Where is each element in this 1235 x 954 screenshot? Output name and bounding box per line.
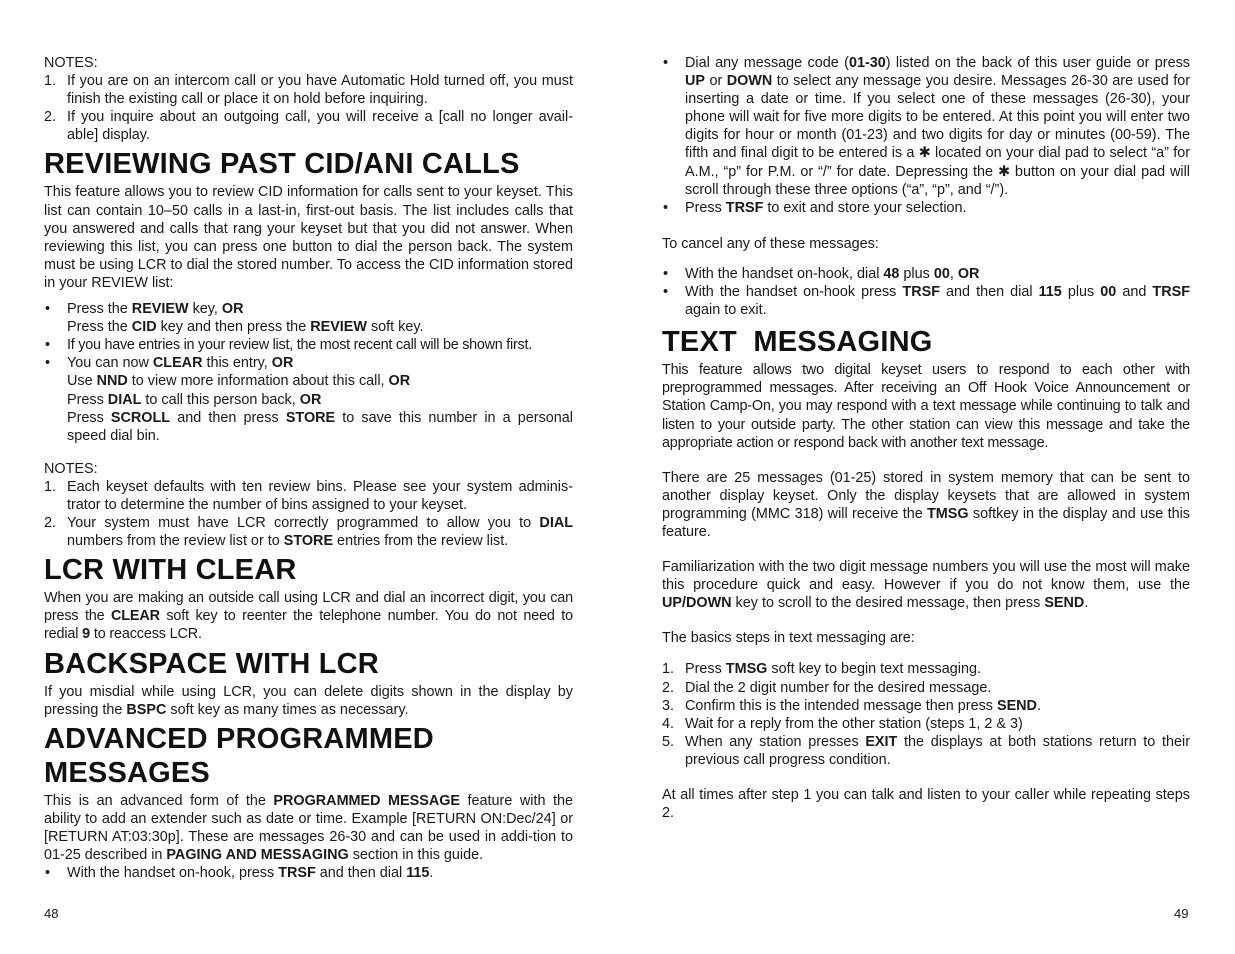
step-line: Press the REVIEW key, OR <box>67 301 244 318</box>
basics-paragraph: The basics steps in text messaging are: <box>662 630 915 647</box>
step-line: Press SCROLL and then press STORE to save this number in a personal speed dial bin. <box>67 409 574 444</box>
page-number: 49 <box>1174 906 1189 921</box>
note-text: Your system must have LCR correctly programmed to allow you to DIAL numbers from the review list or to STORE entries from the review list. <box>67 515 573 550</box>
notes-heading: NOTES: <box>44 55 98 71</box>
apm-steps-list-continued <box>662 54 1190 217</box>
section-heading-text-messaging: TEXT MESSAGING <box>662 326 933 359</box>
list-item: • Dial any message code (01-30) listed on the back of this user guide or press UP or DOWN to select any message you desire. Messages 26-30 are used for inserting a date or time. If you select one of these messages (26-30), your phone will wait for five more digits to be entered. At this point you will enter two digits for hour or month (01-23) and two digits for day or minutes (00-59). The fifth and final digit to be entered is a ✱ located on your dial pad to select “a” for A.M., “p” for P.M. or “/” for date. Depressing the ✱ button on your dial pad will scroll through these three options (“a”, “p”, and “/”). <box>663 55 1190 198</box>
note-item: 1. If you are on an intercom call or you have Automatic Hold turned off, you must finish the existing call or place it on hold before inquiring. <box>44 73 573 108</box>
final-paragraph: At all times after step 1 you can talk and listen to your caller while repeating steps 2. <box>662 787 1190 822</box>
step-line: Confirm this is the intended message then press SEND. <box>685 697 1041 714</box>
right-page <box>662 0 1190 954</box>
note-item: 1. Each keyset defaults with ten review bins. Please see your system adminis-trator to determine the number of bins assigned to your keyset. <box>44 478 573 513</box>
list-item: • With the handset on-hook, dial 48 plus 00, OR <box>663 265 980 282</box>
note-item: 2. Your system must have LCR correctly programmed to allow you to DIAL numbers from the review list or to STORE entries from the review list. <box>44 515 573 550</box>
left-page <box>44 0 573 954</box>
list-item: • If you have entries in your review list, the most recent call will be shown first. <box>45 337 532 354</box>
cancel-paragraph: To cancel any of these messages: <box>662 235 879 252</box>
apm-steps-list <box>44 864 573 882</box>
notes-list <box>44 478 573 550</box>
step-line: Press TMSG soft key to begin text messaging. <box>685 661 981 678</box>
text-messaging-paragraph: There are 25 messages (01-25) stored in system memory that can be sent to another display keyset. Only the display keysets that are allowed in system programming (MMC 318) will receive the TMSG softkey in the display and use this feature. <box>662 469 1190 540</box>
step-line: When any station presses EXIT the displays at both stations return to their previous call progress condition. <box>685 733 1190 768</box>
list-item: • Press the REVIEW key, OR Press the CID key and then press the REVIEW soft key. <box>44 300 573 336</box>
cancel-steps-list <box>662 265 1190 319</box>
apm-paragraph: This is an advanced form of the PROGRAMMED MESSAGE feature with the ability to add an extender such as date or time. Example [RETURN ON:Dec/24] or [RETURN AT:03:30p]. These are messages 26-30 and can be used in addi-tion to 01-25 described in PAGING AND MESSAGING section in this guide. <box>44 792 573 863</box>
list-item: 5. When any station presses EXIT the displays at both stations return to their previous call progress condition. <box>662 733 1190 768</box>
section-heading-backspace-with-lcr: BACKSPACE WITH LCR <box>44 647 379 680</box>
note-text: Each keyset defaults with ten review bins. Please see your system adminis-trator to determine the number of bins assigned to your keyset. <box>67 478 573 513</box>
list-item: 3. Confirm this is the intended message then press SEND. <box>662 697 1041 714</box>
step-line: Dial the 2 digit number for the desired message. <box>685 679 992 696</box>
notes-list <box>44 72 573 144</box>
list-item: • With the handset on-hook press TRSF and then dial 115 plus 00 and TRSF again to exit. <box>663 284 1190 319</box>
text-messaging-paragraph: This feature allows two digital keyset users to respond to each other with preprogrammed messages. After receiving an Off Hook Voice Announcement or Station Camp-On, you may respond with a text message while continuing to talk and listen to your outside party. The other station can view this message and take the appropriate action or respond back with another text message. <box>662 362 1190 451</box>
note-item: 2. If you inquire about an outgoing call, you will receive a [call no longer avail-able] display. <box>44 109 573 144</box>
step-line: Wait for a reply from the other station (steps 1, 2 & 3) <box>685 715 1023 732</box>
notes-heading: NOTES: <box>44 460 98 477</box>
note-text: If you are on an intercom call or you have Automatic Hold turned off, you must finish the existing call or place it on hold before inquiring. <box>67 73 573 108</box>
text-messaging-steps-list <box>662 660 1190 769</box>
step-line: If you have entries in your review list, the most recent call will be shown first. <box>67 337 532 354</box>
section-heading-lcr-with-clear: LCR WITH CLEAR <box>44 554 297 587</box>
list-item: • With the handset on-hook, press TRSF and then dial 115. <box>45 865 434 882</box>
list-item: 1. Press TMSG soft key to begin text messaging. <box>662 661 981 678</box>
text-messaging-paragraph: Familiarization with the two digit message numbers you will use the most will make this procedure quick and easy. However if you do not know them, use the UP/DOWN key to scroll to the desired message, then press SEND. <box>662 559 1190 612</box>
step-line: Press DIAL to call this person back, OR <box>67 391 322 408</box>
step-line: Press the CID key and then press the REVIEW soft key. <box>67 319 424 336</box>
step-line: With the handset on-hook, dial 48 plus 00, OR <box>685 265 980 282</box>
step-line: Dial any message code (01-30) listed on the back of this user guide or press UP or DOWN to select any message you desire. Messages 26-30 are used for inserting a date or time. If you select one of these messages (26-30), your phone will wait for five more digits to be entered. At this point you will enter two digits for hour or month (01-23) and two digits for day or minutes (00-59). The fifth and final digit to be entered is a ✱ located on your dial pad to select “a” for A.M., “p” for P.M. or “/” for date. Depressing the ✱ button on your dial pad will scroll through these three options (“a”, “p”, and “/”). <box>685 55 1190 198</box>
section-heading-advanced-programmed-messages: ADVANCED PROGRAMMED MESSAGES <box>44 722 434 789</box>
note-text: If you inquire about an outgoing call, you will receive a [call no longer avail-able] display. <box>67 109 573 144</box>
list-item: 4. Wait for a reply from the other station (steps 1, 2 & 3) <box>662 715 1023 732</box>
review-steps-list <box>44 300 573 445</box>
review-paragraph: This feature allows you to review CID information for calls sent to your keyset. This list can contain 10–50 calls in a last-in, first-out basis. The list includes calls that you answered and calls that rang your keyset but that you did not answer. When reviewing this list, you can press one button to dial the person back. The system must be using LCR to dial the stored number. To access the CID information stored in your REVIEW list: <box>44 184 573 291</box>
section-heading-reviewing-past-calls: REVIEWING PAST CID/ANI CALLS <box>44 148 520 181</box>
bspc-paragraph: If you misdial while using LCR, you can delete digits shown in the display by pressing the BSPC soft key as many times as necessary. <box>44 683 573 718</box>
step-line: With the handset on-hook press TRSF and then dial 115 plus 00 and TRSF again to exit. <box>685 284 1190 319</box>
left-page-body <box>44 54 573 882</box>
right-page-body <box>662 54 1190 822</box>
list-item: • You can now CLEAR this entry, OR Use NND to view more information about this call, OR Press DIAL to call this person back, OR Press SCROLL and then press STORE to save this number in a personal speed dial bin. <box>45 355 574 444</box>
page-number: 48 <box>44 906 59 921</box>
step-line: You can now CLEAR this entry, OR <box>67 355 294 372</box>
lcr-paragraph: When you are making an outside call using LCR and dial an incorrect digit, you can press the CLEAR soft key to reenter the telephone number. You do not need to redial 9 to reaccess LCR. <box>44 590 573 643</box>
step-line: Use NND to view more information about this call, OR <box>67 373 411 390</box>
step-line: With the handset on-hook, press TRSF and then dial 115. <box>67 865 434 882</box>
list-item: • Press TRSF to exit and store your selection. <box>663 199 967 216</box>
list-item: 2. Dial the 2 digit number for the desired message. <box>662 679 992 696</box>
step-line: Press TRSF to exit and store your selection. <box>685 199 967 216</box>
